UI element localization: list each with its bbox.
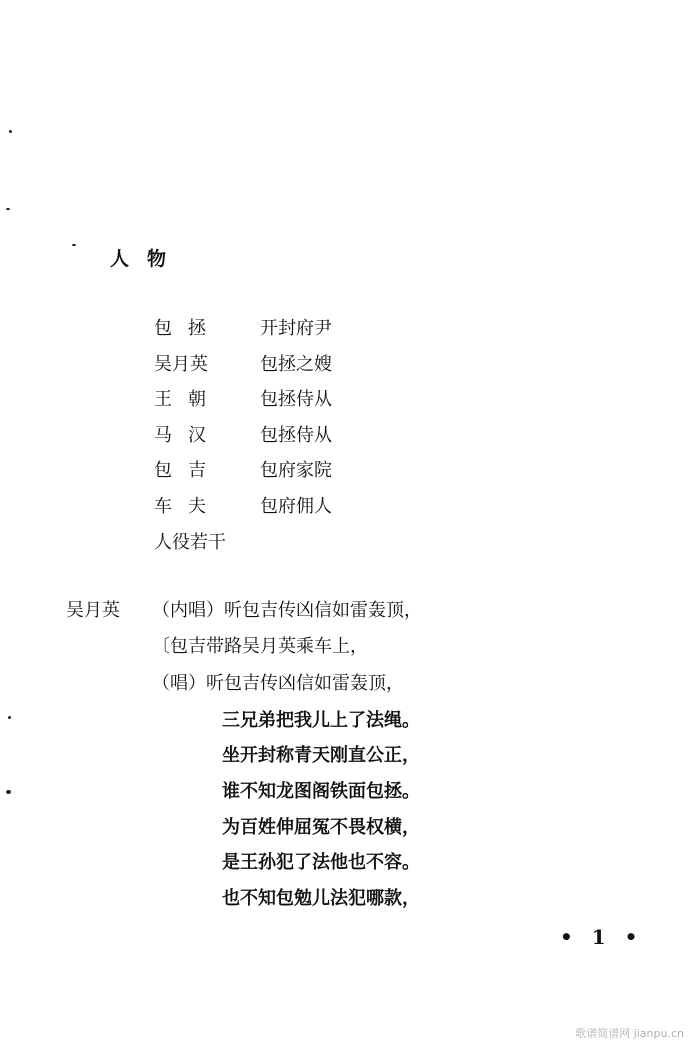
cast-role: 开封府尹	[260, 318, 332, 339]
watermark: 歌谱简谱网 jianpu.cn	[575, 1027, 684, 1040]
scan-speck	[6, 208, 10, 210]
page-number: • 1 •	[560, 925, 644, 949]
script-line: 为百姓伸屈冤不畏权横，	[222, 817, 420, 838]
cast-role: 包府佣人	[260, 495, 332, 517]
script-line: 坐开封称青天刚直公正，	[222, 745, 420, 766]
cast-extra: 人役若干	[154, 532, 226, 553]
script-line: 谁不知龙图阁铁面包拯。	[222, 781, 420, 802]
cast-role: 包拯侍从	[260, 389, 332, 410]
script-line: （唱）听包吉传凶信如雷轰顶，	[152, 673, 404, 694]
cast-role: 包拯之嫂	[260, 353, 332, 375]
stage-direction: 〔包吉带路吴月英乘车上，	[152, 636, 368, 657]
cast-name: 马汉	[154, 424, 222, 446]
scan-speck	[72, 244, 76, 246]
script-line: 三兄弟把我儿上了法绳。	[222, 710, 420, 731]
cast-name: 包吉	[154, 460, 222, 481]
scan-speck	[6, 790, 11, 794]
scan-speck	[8, 716, 11, 719]
cast-name: 吴月英	[154, 353, 208, 375]
speaker-name: 吴月英	[66, 600, 120, 621]
cast-role: 包府家院	[260, 460, 332, 481]
cast-heading: 人物	[110, 248, 185, 270]
script-line: 是王孙犯了法他也不容。	[222, 852, 420, 873]
scan-speck	[9, 130, 12, 133]
script-line: （内唱）听包吉传凶信如雷轰顶，	[152, 600, 422, 621]
cast-name: 王朝	[154, 389, 222, 410]
cast-name: 包拯	[154, 318, 222, 339]
cast-name: 车夫	[154, 495, 222, 517]
script-line: 也不知包勉儿法犯哪款，	[222, 888, 420, 909]
cast-role: 包拯侍从	[260, 424, 332, 446]
